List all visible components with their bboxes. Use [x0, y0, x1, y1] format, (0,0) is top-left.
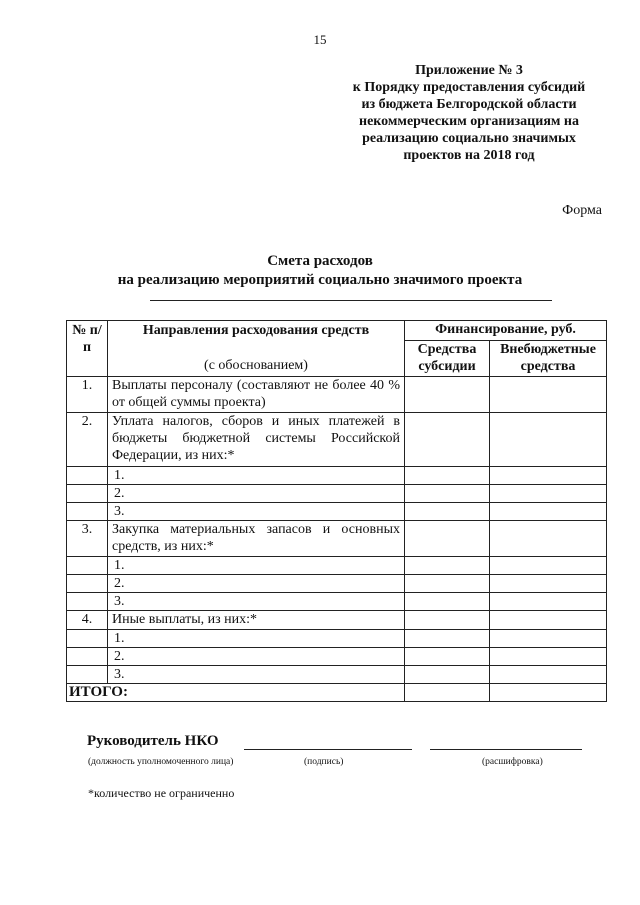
appendix-header [330, 62, 608, 164]
row-text: Иные выплаты, из них:* [108, 611, 405, 630]
appendix-line: реализацию социально значимых [362, 131, 576, 146]
subsidy-cell [405, 630, 490, 648]
sign-caption: (подпись) [304, 757, 344, 767]
subsidy-cell [405, 377, 490, 413]
page-number: 15 [313, 32, 327, 47]
signer-title: Руководитель НКО [87, 733, 219, 749]
row-text: 2. [108, 575, 405, 593]
header-subsidy: Средства субсидии [405, 341, 490, 377]
table-row [67, 413, 607, 467]
header-extrabudget: Внебюджетные средства [490, 341, 607, 377]
extrabudget-cell [490, 630, 607, 648]
extrabudget-cell [490, 413, 607, 467]
subsidy-cell [405, 666, 490, 684]
header-direction-title: Направления расходования средств [142, 323, 370, 338]
row-number: 4. [67, 611, 108, 630]
row-number [67, 666, 108, 684]
extrabudget-cell [490, 521, 607, 557]
row-text: 1. [108, 467, 405, 485]
row-number [67, 575, 108, 593]
row-text: 3. [108, 593, 405, 611]
row-number [67, 503, 108, 521]
table-row [67, 630, 607, 648]
row-text: 1. [108, 630, 405, 648]
row-number: 3. [67, 521, 108, 557]
table-row [67, 593, 607, 611]
title-line-2: на реализацию мероприятий социально значимого проекта [117, 272, 523, 288]
appendix-line: из бюджета Белгородской области [361, 97, 577, 112]
row-text: Закупка материальных запасов и основных средств, из них:* [108, 521, 405, 557]
extrabudget-cell [490, 666, 607, 684]
header-direction [108, 321, 405, 377]
row-number [67, 467, 108, 485]
table-row [67, 611, 607, 630]
table-row [67, 575, 607, 593]
appendix-line: к Порядку предоставления субсидий [352, 80, 586, 95]
project-name-blank [150, 300, 552, 301]
subsidy-cell [405, 575, 490, 593]
extrabudget-cell [490, 593, 607, 611]
decode-line [430, 749, 582, 750]
extrabudget-total-cell [490, 684, 607, 702]
subsidy-cell [405, 467, 490, 485]
header-financing: Финансирование, руб. [405, 321, 607, 341]
row-number: 1. [67, 377, 108, 413]
row-number [67, 557, 108, 575]
total-label: ИТОГО: [67, 684, 405, 702]
subsidy-cell [405, 611, 490, 630]
estimate-table [66, 320, 607, 702]
decode-caption: (расшифровка) [482, 757, 543, 767]
subsidy-cell [405, 485, 490, 503]
table-row [67, 648, 607, 666]
table-row [67, 503, 607, 521]
row-number [67, 485, 108, 503]
extrabudget-cell [490, 611, 607, 630]
row-number [67, 630, 108, 648]
appendix-line: некоммерческим организациям на [359, 114, 579, 129]
subsidy-total-cell [405, 684, 490, 702]
document-title [0, 252, 640, 290]
table-row [67, 666, 607, 684]
position-caption: (должность уполномоченного лица) [88, 757, 234, 767]
table-row [67, 377, 607, 413]
appendix-line: Приложение № 3 [415, 63, 523, 78]
footnote: *количество не ограниченно [88, 786, 235, 800]
row-text: Выплаты персоналу (составляют не более 40 % от общей суммы проекта) [108, 377, 405, 413]
extrabudget-cell [490, 557, 607, 575]
row-number [67, 648, 108, 666]
table-row [67, 557, 607, 575]
row-text: 3. [108, 503, 405, 521]
total-row [67, 684, 607, 702]
header-num: № п/п [67, 321, 108, 377]
header-direction-note: (с обоснованием) [204, 358, 308, 373]
extrabudget-cell [490, 377, 607, 413]
row-text: 2. [108, 648, 405, 666]
extrabudget-cell [490, 467, 607, 485]
signature-line [244, 749, 412, 750]
table-row [67, 521, 607, 557]
row-text: 2. [108, 485, 405, 503]
form-label: Форма [562, 203, 602, 218]
table-row [67, 485, 607, 503]
row-text: 3. [108, 666, 405, 684]
row-text: Уплата налогов, сборов и иных платежей в бюджеты бюджетной системы Российской Федерации, из них:* [108, 413, 405, 467]
extrabudget-cell [490, 485, 607, 503]
table-row [67, 467, 607, 485]
row-number: 2. [67, 413, 108, 467]
subsidy-cell [405, 593, 490, 611]
subsidy-cell [405, 503, 490, 521]
extrabudget-cell [490, 648, 607, 666]
row-text: 1. [108, 557, 405, 575]
extrabudget-cell [490, 575, 607, 593]
subsidy-cell [405, 648, 490, 666]
subsidy-cell [405, 557, 490, 575]
title-line-1: Смета расходов [267, 253, 373, 269]
appendix-line: проектов на 2018 год [403, 148, 535, 163]
subsidy-cell [405, 413, 490, 467]
extrabudget-cell [490, 503, 607, 521]
subsidy-cell [405, 521, 490, 557]
row-number [67, 593, 108, 611]
